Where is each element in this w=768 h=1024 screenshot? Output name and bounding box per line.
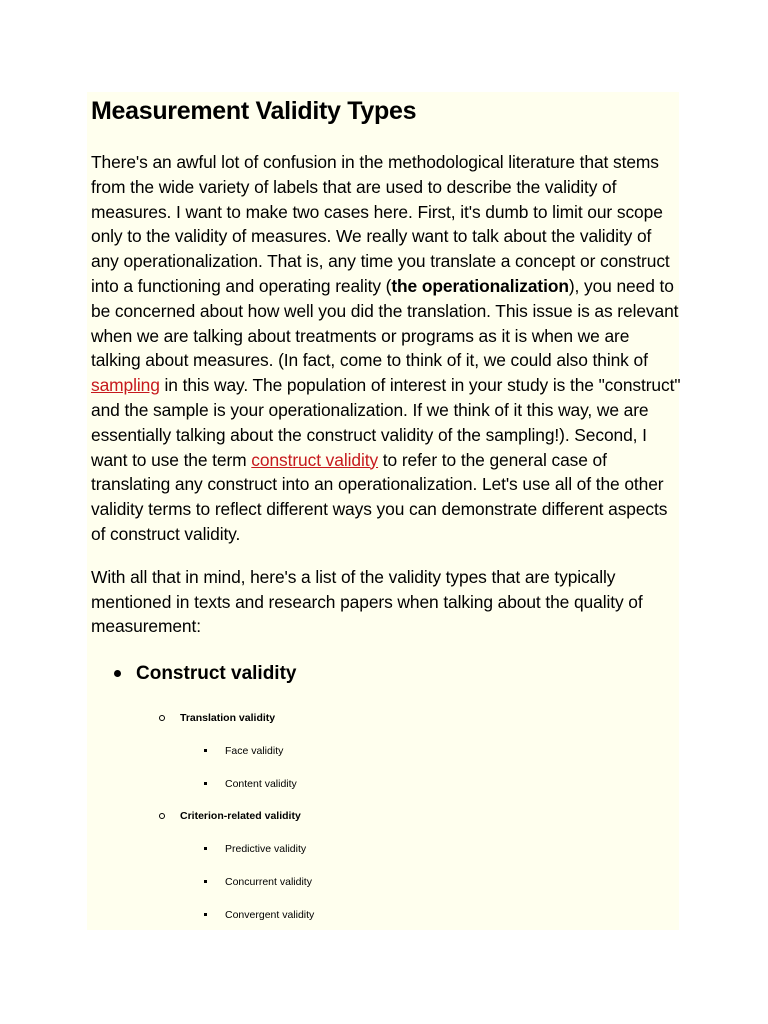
list-item-face-validity bbox=[204, 744, 681, 758]
list-item-label: Criterion-related validity bbox=[180, 810, 301, 823]
list-item-label: Face validity bbox=[225, 745, 284, 758]
square-bullet-icon bbox=[204, 782, 207, 785]
list-item-label: Translation validity bbox=[180, 712, 276, 725]
intro-text-part2: ), you need to be concerned about how well you did the translation. This issue is as relevant when we are talking about treatments or programs as it is when we are talking about measures. (In fact, come to think of it, we could also think of bbox=[91, 275, 679, 371]
list-item-predictive-validity bbox=[204, 842, 681, 856]
operationalization-bold: the operationalization bbox=[391, 275, 569, 296]
page-title: Measurement Validity Types bbox=[91, 97, 417, 125]
list-item-label: Concurrent validity bbox=[225, 876, 312, 889]
square-bullet-icon bbox=[204, 913, 207, 916]
list-item-label: Predictive validity bbox=[225, 843, 307, 856]
list-item-label: Convergent validity bbox=[225, 909, 315, 922]
document-content bbox=[91, 92, 681, 922]
intro-paragraph bbox=[91, 150, 681, 547]
sampling-link[interactable]: sampling bbox=[91, 375, 160, 396]
disc-bullet-icon bbox=[114, 670, 121, 677]
list-item-construct-validity bbox=[114, 661, 681, 687]
square-bullet-icon bbox=[204, 847, 207, 850]
circle-bullet-icon bbox=[159, 813, 165, 819]
construct-validity-link[interactable]: construct validity bbox=[251, 449, 379, 470]
circle-bullet-icon bbox=[159, 715, 165, 721]
intro-text-part3: in this way. The population of interest in your study is the "construct" and the sample is your operationalization. If we think of it this way, we are essentially talking about the construct validity of the sampling!). Second, I want to use the term bbox=[91, 375, 681, 470]
list-intro-paragraph: With all that in mind, here's a list of the validity types that are typically mentioned in texts and research papers when talking about the quality of measurement: bbox=[91, 566, 643, 637]
square-bullet-icon bbox=[204, 880, 207, 883]
list-item-label: Content validity bbox=[225, 778, 297, 791]
list-item-content-validity bbox=[204, 777, 681, 791]
intro-text-part4: to refer to the general case of translating any construct into an operationalization. Let's use all of the other validity terms to reflect different ways you can demonstrate different aspects of construct validity. bbox=[91, 449, 668, 544]
list-item-criterion-related-validity bbox=[158, 809, 681, 823]
list-item-convergent-validity bbox=[204, 908, 681, 922]
intro-text-part1: There's an awful lot of confusion in the methodological literature that stems from the wide variety of labels that are used to describe the validity of measures. I want to make two cases here. First, it's dumb to limit our scope only to the validity of measures. We really want to talk about the validity of any operationalization. That is, any time you translate a concept or construct into a functioning and operating reality ( bbox=[91, 152, 670, 296]
square-bullet-icon bbox=[204, 749, 207, 752]
list-item-concurrent-validity bbox=[204, 875, 681, 889]
list-item-label: Construct validity bbox=[136, 663, 297, 685]
list-item-translation-validity bbox=[158, 711, 681, 725]
